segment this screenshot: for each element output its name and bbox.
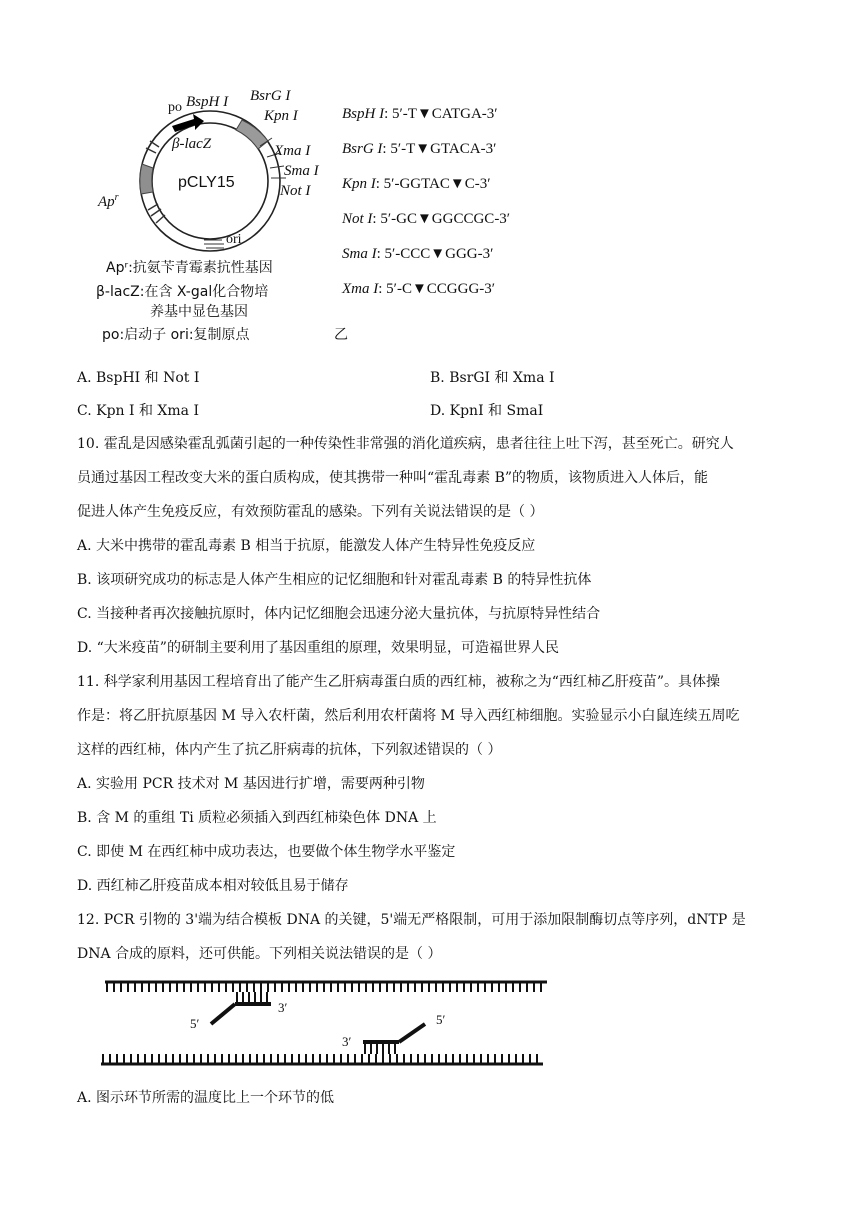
site-row-bsrg: BsrG I: 5′-T▼GTACA-3′: [342, 141, 497, 157]
q9-option-b: B. BsrGI 和 Xma I: [430, 370, 555, 386]
pcr-top-3prime: 3′: [278, 1000, 288, 1015]
q11-stem-2: 作是：将乙肝抗原基因 M 导入农杆菌，然后利用农杆菌将 M 导入西红柿细胞。实验显示小白鼠连续五周吃: [77, 708, 740, 724]
ori-label: ori: [226, 232, 242, 247]
site-enzyme: Kpn I: [342, 176, 376, 192]
q10-option-d: D. “大米疫苗”的研制主要利用了基因重组的原理，效果明显，可造福世界人民: [77, 640, 559, 656]
q9-option-c: C. Kpn I 和 Xma I: [77, 403, 200, 419]
site-row-sma: Sma I: 5′-CCC▼GGG-3′: [342, 246, 494, 262]
pcr-top-5prime: 5′: [190, 1016, 200, 1031]
site-table: [342, 106, 562, 306]
site-seq: 5′-GGTAC▼C-3′: [383, 176, 491, 192]
apr-text: Ap: [98, 194, 115, 210]
plasmid-name: pCLY15: [178, 174, 235, 191]
legend-line-1: Apʳ:抗氨苄青霉素抗性基因: [106, 260, 273, 276]
not-label: Not I: [280, 183, 311, 199]
site-enzyme: Xma I: [342, 281, 379, 297]
q10-option-c: C. 当接种者再次接触抗原时，体内记忆细胞会迅速分泌大量抗体，与抗原特异性结合: [77, 606, 601, 622]
pcr-bot-3prime: 3′: [342, 1034, 352, 1049]
bsrg-label: BsrG I: [250, 88, 291, 104]
apr-sup: r: [114, 192, 119, 203]
site-seq: 5′-T▼GTACA-3′: [390, 141, 497, 157]
site-enzyme: BsrG I: [342, 141, 383, 157]
q11-option-a: A. 实验用 PCR 技术对 M 基因进行扩增，需要两种引物: [77, 776, 425, 792]
bsph-label: BspH I: [186, 94, 229, 110]
lacz-label: β-lacZ: [172, 136, 212, 152]
q9-option-d: D. KpnI 和 SmaI: [430, 403, 544, 419]
q10-option-b: B. 该项研究成功的标志是人体产生相应的记忆细胞和针对霍乱毒素 B 的特异性抗体: [77, 572, 592, 588]
site-seq: 5′-C▼CCGGG-3′: [386, 281, 496, 297]
q10-stem-1: 10. 霍乱是因感染霍乱弧菌引起的一种传染性非常强的消化道疾病，患者往往上吐下泻，甚至死亡。研究人: [77, 436, 734, 452]
site-row-kpn: Kpn I: 5′-GGTAC▼C-3′: [342, 176, 491, 192]
pcr-bot-5prime: 5′: [436, 1012, 446, 1027]
q11-stem-3: 这样的西红柿，体内产生了抗乙肝病毒的抗体，下列叙述错误的（ ）: [77, 742, 502, 758]
po-label: po: [168, 100, 182, 115]
q11-option-b: B. 含 M 的重组 Ti 质粒必须插入到西红柿染色体 DNA 上: [77, 810, 437, 826]
legend-line-4: po:启动子 ori:复制原点: [102, 327, 250, 343]
q12-stem-2: DNA 合成的原料，还可供能。下列相关说法错误的是（ ）: [77, 946, 442, 962]
site-enzyme: BspH I: [342, 106, 385, 122]
q10-option-a: A. 大米中携带的霍乱毒素 B 相当于抗原，能激发人体产生特异性免疫反应: [77, 538, 536, 554]
site-row-xma: Xma I: 5′-C▼CCGGG-3′: [342, 281, 496, 297]
apr-label: [98, 192, 119, 211]
site-seq: 5′-T▼CATGA-3′: [392, 106, 498, 122]
legend-line-2: β-lacZ:在含 X-gal化合物培: [96, 284, 269, 300]
kpn-label: Kpn I: [264, 108, 298, 124]
site-enzyme: Sma I: [342, 246, 377, 262]
xma-label: Xma I: [274, 143, 311, 159]
panel-mark: 乙: [334, 327, 348, 343]
site-seq: 5′-GC▼GGCCGC-3′: [380, 211, 511, 227]
site-enzyme: Not I: [342, 211, 373, 227]
site-row-not: Not I: 5′-GC▼GGCCGC-3′: [342, 211, 511, 227]
q11-option-d: D. 西红柿乙肝疫苗成本相对较低且易于储存: [77, 878, 349, 894]
sma-label: Sma I: [284, 163, 319, 179]
q10-stem-3: 促进人体产生免疫反应，有效预防霍乱的感染。下列有关说法错误的是（ ）: [77, 504, 544, 520]
site-seq: 5′-CCC▼GGG-3′: [384, 246, 494, 262]
q11-option-c: C. 即使 M 在西红柿中成功表达，也要做个体生物学水平鉴定: [77, 844, 456, 860]
q12-stem-1: 12. PCR 引物的 3'端为结合模板 DNA 的关键，5'端无严格限制，可用于添加限制酶切点等序列，dNTP 是: [77, 912, 746, 928]
site-row-bsph: BspH I: 5′-T▼CATGA-3′: [342, 106, 498, 122]
pcr-annealing-figure: [95, 972, 555, 1076]
q12-option-a: A. 图示环节所需的温度比上一个环节的低: [77, 1090, 335, 1106]
q9-option-a: A. BspHI 和 Not I: [77, 370, 200, 386]
q11-stem-1: 11. 科学家利用基因工程培育出了能产生乙肝病毒蛋白质的西红柿，被称之为“西红柿乙肝疫苗”。具体操: [77, 674, 721, 690]
q10-stem-2: 员通过基因工程改变大米的蛋白质构成，使其携带一种叫“霍乱毒素 B”的物质，该物质进入人体后，能: [77, 470, 709, 486]
legend-line-3: 养基中显色基因: [150, 304, 248, 320]
